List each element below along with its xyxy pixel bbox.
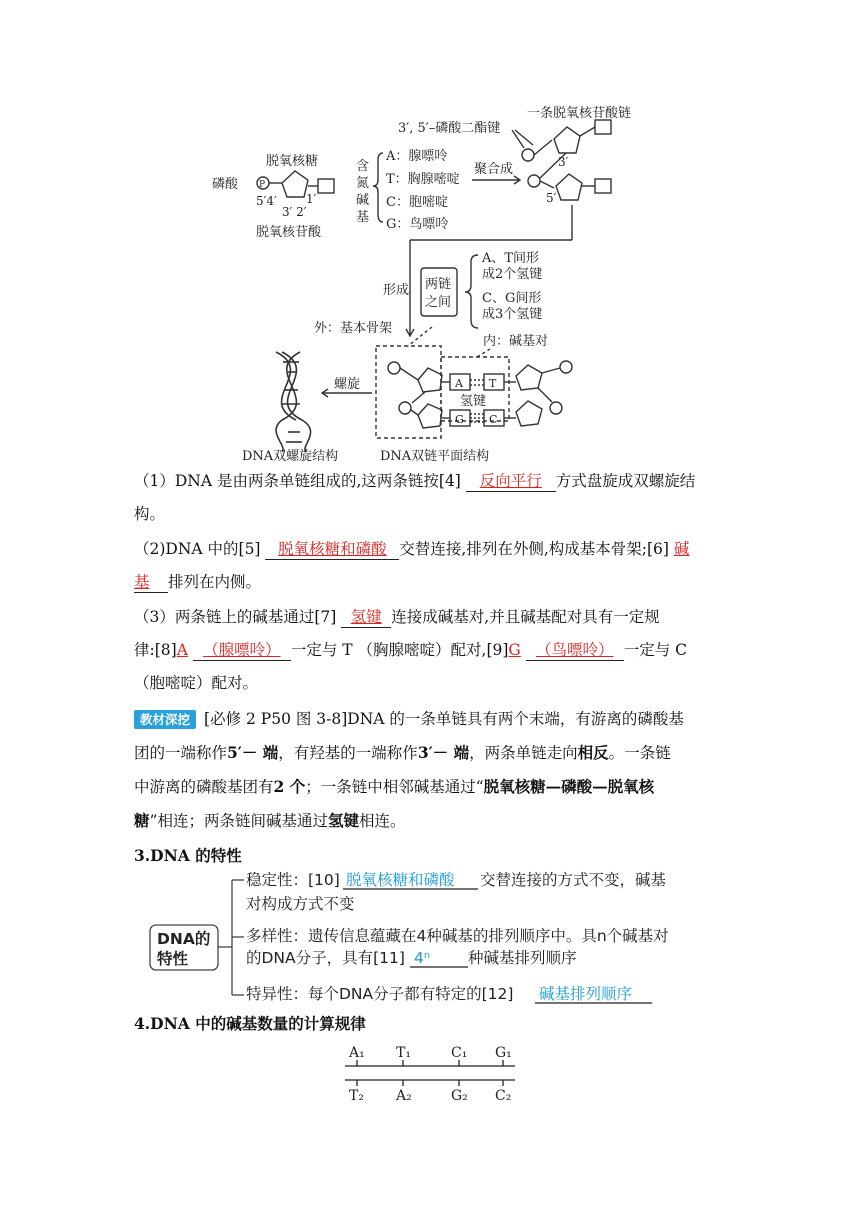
stability-label: 稳定性：[10] bbox=[246, 871, 340, 889]
carbon-number-1: 1′ bbox=[306, 192, 317, 206]
between-label-1: 两链 bbox=[425, 277, 452, 292]
inner-basepair-label: 内：碱基对 bbox=[483, 334, 549, 349]
strand2-base-1: T₂ bbox=[349, 1088, 364, 1104]
answer-9-name: （鸟嘌呤） bbox=[535, 641, 614, 659]
phosphate-label: 磷酸 bbox=[212, 177, 239, 192]
base-c: C：胞嘧啶 bbox=[386, 195, 448, 210]
strand2-base-4: C₂ bbox=[495, 1088, 512, 1104]
base-count-diagram bbox=[340, 1036, 520, 1108]
strand2-base-2: A₂ bbox=[396, 1088, 412, 1104]
specificity-text: 特异性：每个DNA分子都有特定的[12] bbox=[246, 985, 514, 1003]
outer-backbone-label: 外：基本骨架 bbox=[314, 321, 393, 336]
paragraph-1: （1）DNA 是由两条单链组成的,这两条链按[4] 反向平行 方式盘旋成双螺旋结 构。 bbox=[134, 472, 696, 523]
phosphodiester-bond-label: 3′, 5′–磷酸二酯键 bbox=[398, 121, 501, 136]
base-label-2: 氮 bbox=[356, 176, 370, 191]
answer-4: 反向平行 bbox=[479, 472, 542, 490]
answer-7: 氢键 bbox=[350, 608, 382, 626]
form-label: 形成 bbox=[383, 283, 410, 298]
phosphate-p-symbol: P bbox=[259, 180, 266, 190]
at-rule-1: A、T间形 bbox=[482, 251, 540, 266]
cg-rule-2: 成3个氢键 bbox=[482, 307, 543, 322]
deep-dive-tag: 教材深挖 bbox=[134, 710, 196, 729]
answer-12: 碱基排列顺序 bbox=[539, 985, 633, 1003]
textbook-deep-dive: 教材深挖 [必修 2 P50 图 3-8]DNA 的一条单链具有两个末端，有游离的磷酸基 团的一端称作5′－ 端，有羟基的一端称作3′－ 端，两条单链走向相反。一条链 中游离的磷酸基团有2 个；一条链中相邻碱基通过“脱氧核糖—磷酸—脱氧核 糖”相连；两条链间碱基通过氢键相连。 bbox=[134, 710, 684, 830]
base-t: T：胸腺嘧啶 bbox=[386, 172, 460, 187]
carbon-numbers-top: 5′4′ bbox=[256, 194, 277, 208]
base-g: G：鸟嘌呤 bbox=[386, 217, 449, 232]
sugar-label: 脱氧核糖 bbox=[266, 154, 319, 169]
answer-8-name: （腺嘌呤） bbox=[203, 641, 281, 659]
pair1-left-base: A bbox=[455, 377, 463, 390]
base-a: A：腺嘌呤 bbox=[386, 149, 448, 164]
planar-caption: DNA双链平面结构 bbox=[380, 449, 490, 464]
between-label-2: 之间 bbox=[425, 295, 452, 310]
answer-6-part2: 基 bbox=[134, 573, 150, 591]
section-4-title: 4.DNA 中的碱基数量的计算规律 bbox=[134, 1014, 366, 1033]
helix-label: 螺旋 bbox=[334, 377, 361, 392]
strand1-base-2: T₁ bbox=[396, 1045, 411, 1061]
stability-text-1: 交替连接的方式不变，碱基 bbox=[480, 871, 667, 889]
polymerize-label: 聚合成 bbox=[474, 162, 514, 177]
answer-11: 4ⁿ bbox=[414, 949, 431, 967]
paragraph-3: （3）两条链上的碱基通过[7] 氢键 连接成碱基对,并且碱基配对具有一定规 律:[8]A （腺嘌呤） 一定与 T （胸腺嘧啶）配对,[9]G （鸟嘌呤） 一定与 C （胞嘧啶）配对。 bbox=[134, 608, 688, 692]
strand1-base-1: A₁ bbox=[349, 1045, 365, 1061]
strand2-base-3: G₂ bbox=[451, 1088, 468, 1104]
dna-properties-box-line1: DNA的 bbox=[157, 930, 211, 948]
pair1-right-base: T bbox=[489, 377, 497, 390]
answer-9-letter: G bbox=[508, 641, 521, 659]
stability-text-2: 对构成方式不变 bbox=[246, 895, 355, 913]
nucleotide-label: 脱氧核苷酸 bbox=[256, 225, 322, 240]
chain-3-prime: 3′ bbox=[558, 155, 569, 169]
diversity-text-3: 种碱基排列顺序 bbox=[468, 949, 577, 967]
cg-rule-1: C、G间形 bbox=[482, 291, 542, 306]
diversity-text-2: 的DNA分子，具有[11] bbox=[246, 949, 405, 967]
single-chain-label: 一条脱氧核苷酸链 bbox=[527, 106, 632, 121]
diversity-text-1: 多样性：遗传信息蕴藏在4种碱基的排列顺序中。具n个碱基对 bbox=[246, 927, 669, 945]
base-label-4: 基 bbox=[356, 210, 370, 225]
pair2-right-base: C bbox=[489, 413, 498, 426]
base-label-3: 碱 bbox=[356, 193, 370, 208]
answer-10: 脱氧核糖和磷酸 bbox=[346, 871, 455, 889]
answer-5: 脱氧核糖和磷酸 bbox=[278, 540, 387, 558]
dna-properties-box-line2: 特性 bbox=[157, 950, 189, 968]
strand1-base-3: C₁ bbox=[451, 1045, 468, 1061]
answer-8-letter: A bbox=[176, 641, 188, 659]
carbon-numbers-bottom: 3′ 2′ bbox=[282, 205, 307, 219]
dna-structure-diagram bbox=[200, 95, 660, 465]
hydrogen-bond-label: 氢键 bbox=[460, 394, 487, 409]
pair2-left-base: G bbox=[455, 413, 464, 426]
chain-5-prime: 5′ bbox=[546, 191, 557, 205]
base-label-1: 含 bbox=[356, 159, 370, 174]
strand1-base-4: G₁ bbox=[495, 1045, 512, 1061]
section-3-title: 3.DNA 的特性 bbox=[134, 846, 242, 865]
paragraph-2: （2)DNA 中的[5] 脱氧核糖和磷酸 交替连接,排列在外侧,构成基本骨架;[6] 碱 基 排列在内侧。 bbox=[134, 540, 690, 591]
helix-caption: DNA双螺旋结构 bbox=[242, 449, 339, 464]
dna-properties-diagram bbox=[145, 862, 705, 1012]
answer-6-part1: 碱 bbox=[673, 540, 690, 558]
at-rule-2: 成2个氢键 bbox=[482, 267, 543, 282]
